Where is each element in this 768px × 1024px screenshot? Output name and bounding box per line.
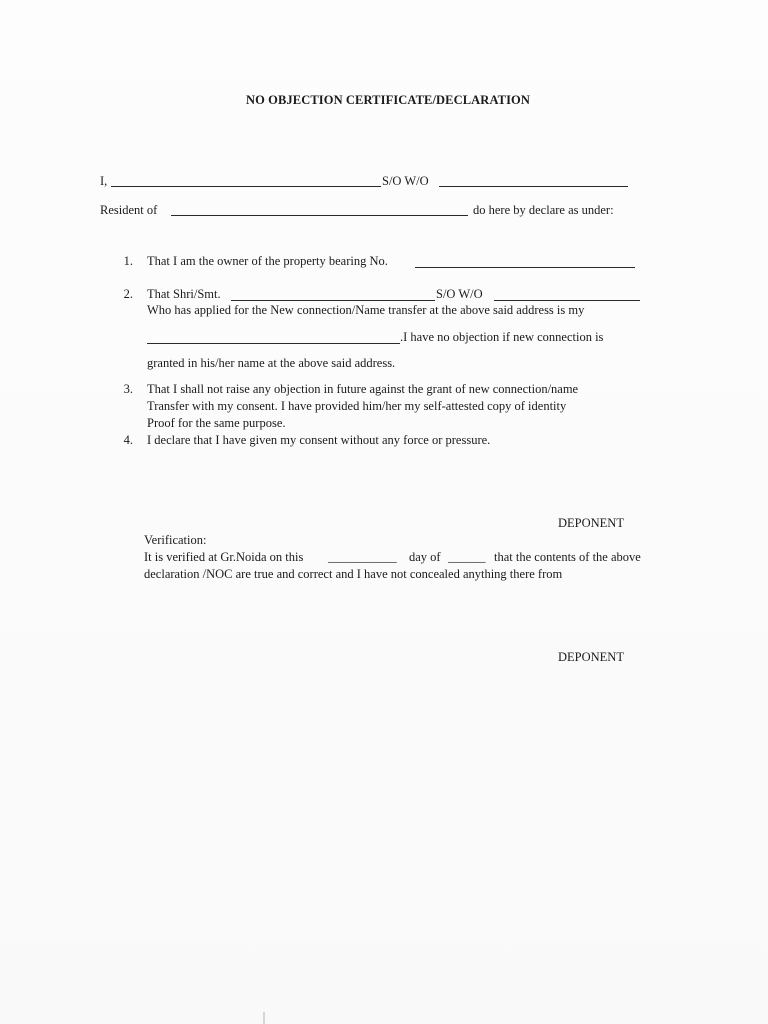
resident-of-label: Resident of (100, 203, 158, 217)
item-3-line-2: Transfer with my consent. I have provided him/her my self-attested copy of identity (147, 399, 567, 413)
document-title: NO OBJECTION CERTIFICATE/DECLARATION (246, 93, 530, 107)
item-1-text: That I am the owner of the property bearing No. (147, 254, 388, 268)
deponent-signature-1: DEPONENT (558, 516, 624, 530)
item-3-number: 3. (123, 382, 133, 396)
property-number-blank[interactable] (415, 267, 635, 268)
verification-line-1-mid: day of (409, 550, 441, 564)
scan-artifact (263, 1012, 265, 1024)
item-2-parent-blank[interactable] (494, 300, 640, 301)
verification-line-2: declaration /NOC are true and correct and I have not concealed anything there from (144, 567, 563, 581)
declare-text: do here by declare as under: (473, 203, 614, 217)
item-2-so-wo-label: S/O W/O (436, 287, 483, 301)
verification-month-blank[interactable]: ______ (448, 550, 486, 564)
deponent-signature-2: DEPONENT (558, 650, 624, 664)
item-2-number: 2. (123, 287, 133, 301)
item-4-number: 4. (123, 433, 133, 447)
item-2-line-3: .I have no objection if new connection is (400, 330, 604, 344)
verification-line-1-end: that the contents of the above (494, 550, 641, 564)
item-2-line-2: Who has applied for the New connection/Name transfer at the above said address is my (147, 303, 585, 317)
item-2-shri-label: That Shri/Smt. (147, 287, 221, 301)
verification-line-1-start: It is verified at Gr.Noida on this (144, 550, 304, 564)
intro-so-wo-label: S/O W/O (382, 174, 429, 188)
item-2-line-4: granted in his/her name at the above said address. (147, 356, 396, 370)
item-4-text: I declare that I have given my consent without any force or pressure. (147, 433, 491, 447)
item-3-line-3: Proof for the same purpose. (147, 416, 286, 430)
verification-day-blank[interactable]: ___________ (328, 550, 397, 564)
verification-heading: Verification: (144, 533, 207, 547)
intro-i-label: I, (100, 174, 108, 188)
relation-blank[interactable] (147, 343, 400, 344)
shri-smt-name-blank[interactable] (231, 300, 435, 301)
item-3-line-1: That I shall not raise any objection in future against the grant of new connection/name (147, 382, 579, 396)
parent-spouse-blank[interactable] (439, 186, 628, 187)
name-blank[interactable] (111, 186, 381, 187)
item-1-number: 1. (123, 254, 133, 268)
resident-address-blank[interactable] (171, 215, 468, 216)
